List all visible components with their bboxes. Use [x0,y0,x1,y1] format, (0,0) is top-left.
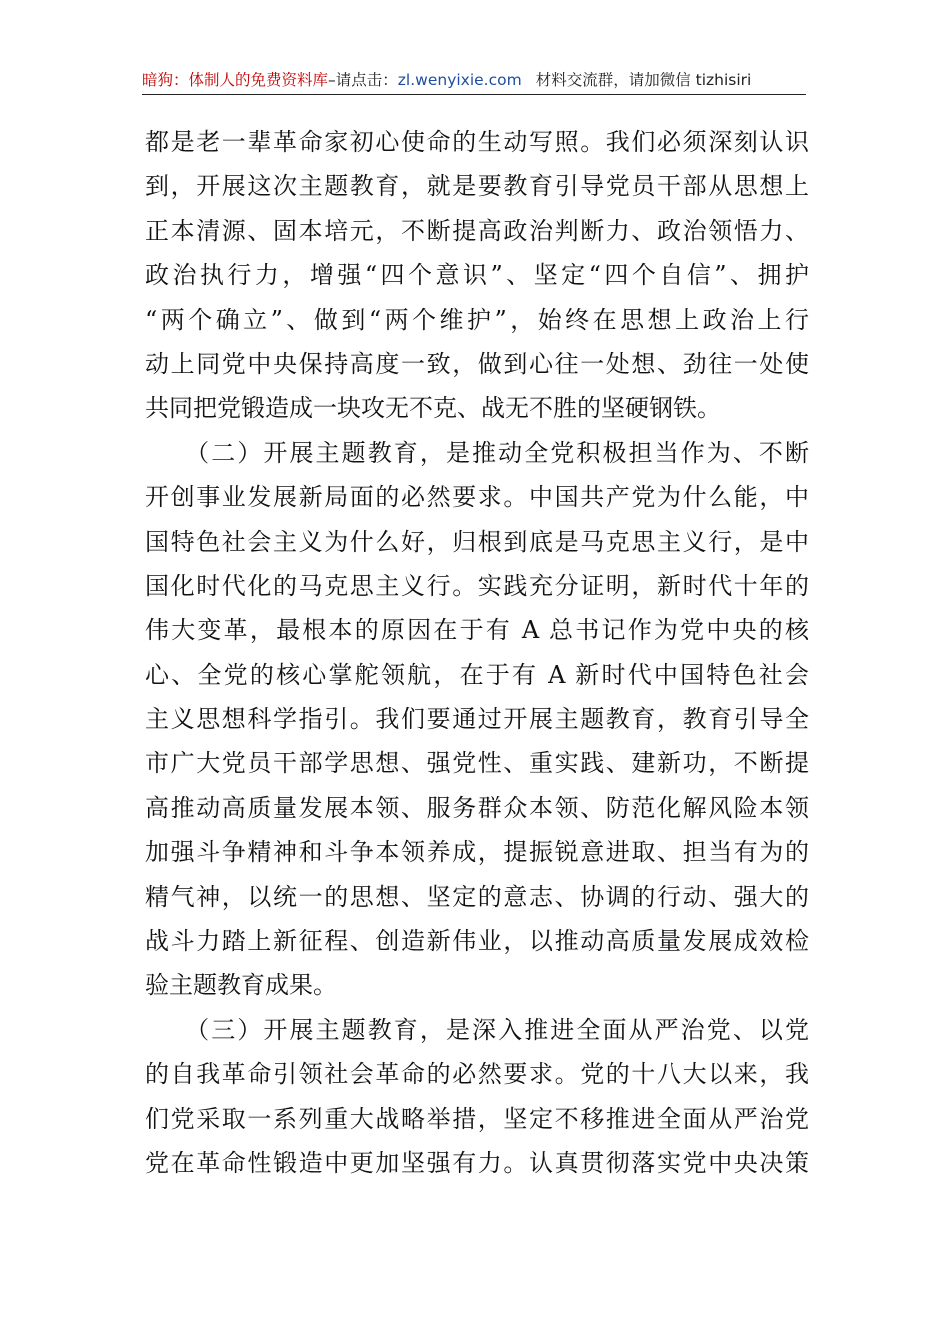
body-line: 政治执行力，增强“四个意识”、坚定“四个自信”、拥护 [145,261,809,290]
header-click-prompt: –请点击： [328,71,398,89]
body-line: 都是老一辈革命家初心使命的生动写照。我们必须深刻认识 [145,128,809,156]
header-url-link[interactable]: zl.wenyixie.com [397,71,522,89]
body-line: 验主题教育成果。 [145,971,337,1000]
body-line: 市广大党员干部学思想、强党性、重实践、建新功，不断提 [145,749,809,778]
body-line: 高推动高质量发展本领、服务群众本领、防范化解风险本领 [145,793,809,822]
body-line: 国化时代化的马克思主义行。实践充分证明，新时代十年的 [145,571,809,600]
body-line: 战斗力踏上新征程、创造新伟业，以推动高质量发展成效检 [145,927,809,956]
body-line: 党在革命性锻造中更加坚强有力。认真贯彻落实党中央决策 [145,1148,809,1177]
body-line: 共同把党锻造成一块攻无不克、战无不胜的坚硬钢铁。 [145,394,721,423]
body-line: 的自我革命引领社会革命的必然要求。党的十八大以来，我 [145,1060,809,1089]
body-line: 加强斗争精神和斗争本领养成，提振锐意进取、担当有为的 [145,838,809,867]
body-line: 心、全党的核心掌舵领航，在于有 A 新时代中国特色社会 [145,660,809,689]
paragraph-heading-line: （二）开展主题教育，是推动全党积极担当作为、不断 [145,438,809,467]
body-line: 到，开展这次主题教育，就是要教育引导党员干部从思想上 [145,172,809,201]
header-site-name: 暗狗：体制人的免费资料库 [142,71,329,89]
body-line: 伟大变革，最根本的原因在于有 A 总书记作为党中央的核 [145,616,809,645]
header-contact: 材料交流群，请加微信 tizhisiri [535,71,752,89]
body-line: 开创事业发展新局面的必然要求。中国共产党为什么能，中 [145,483,809,512]
body-line: 精气神，以统一的思想、坚定的意志、协调的行动、强大的 [145,882,809,911]
body-line: 们党采取一系列重大战略举措，坚定不移推进全面从严治党 [145,1104,809,1133]
body-line: “两个确立”、做到“两个维护”，始终在思想上政治上行 [145,305,809,334]
body-text [145,120,809,1185]
body-line: 正本清源、固本培元，不断提高政治判断力、政治领悟力、 [145,216,809,245]
body-line: 国特色社会主义为什么好，归根到底是马克思主义行，是中 [145,527,809,556]
body-line: 主义思想科学指引。我们要通过开展主题教育，教育引导全 [145,705,809,734]
page-header [142,66,806,95]
paragraph-heading-line: （三）开展主题教育，是深入推进全面从严治党、以党 [145,1015,809,1044]
body-line: 动上同党中央保持高度一致，做到心往一处想、劲往一处使 [145,349,809,378]
